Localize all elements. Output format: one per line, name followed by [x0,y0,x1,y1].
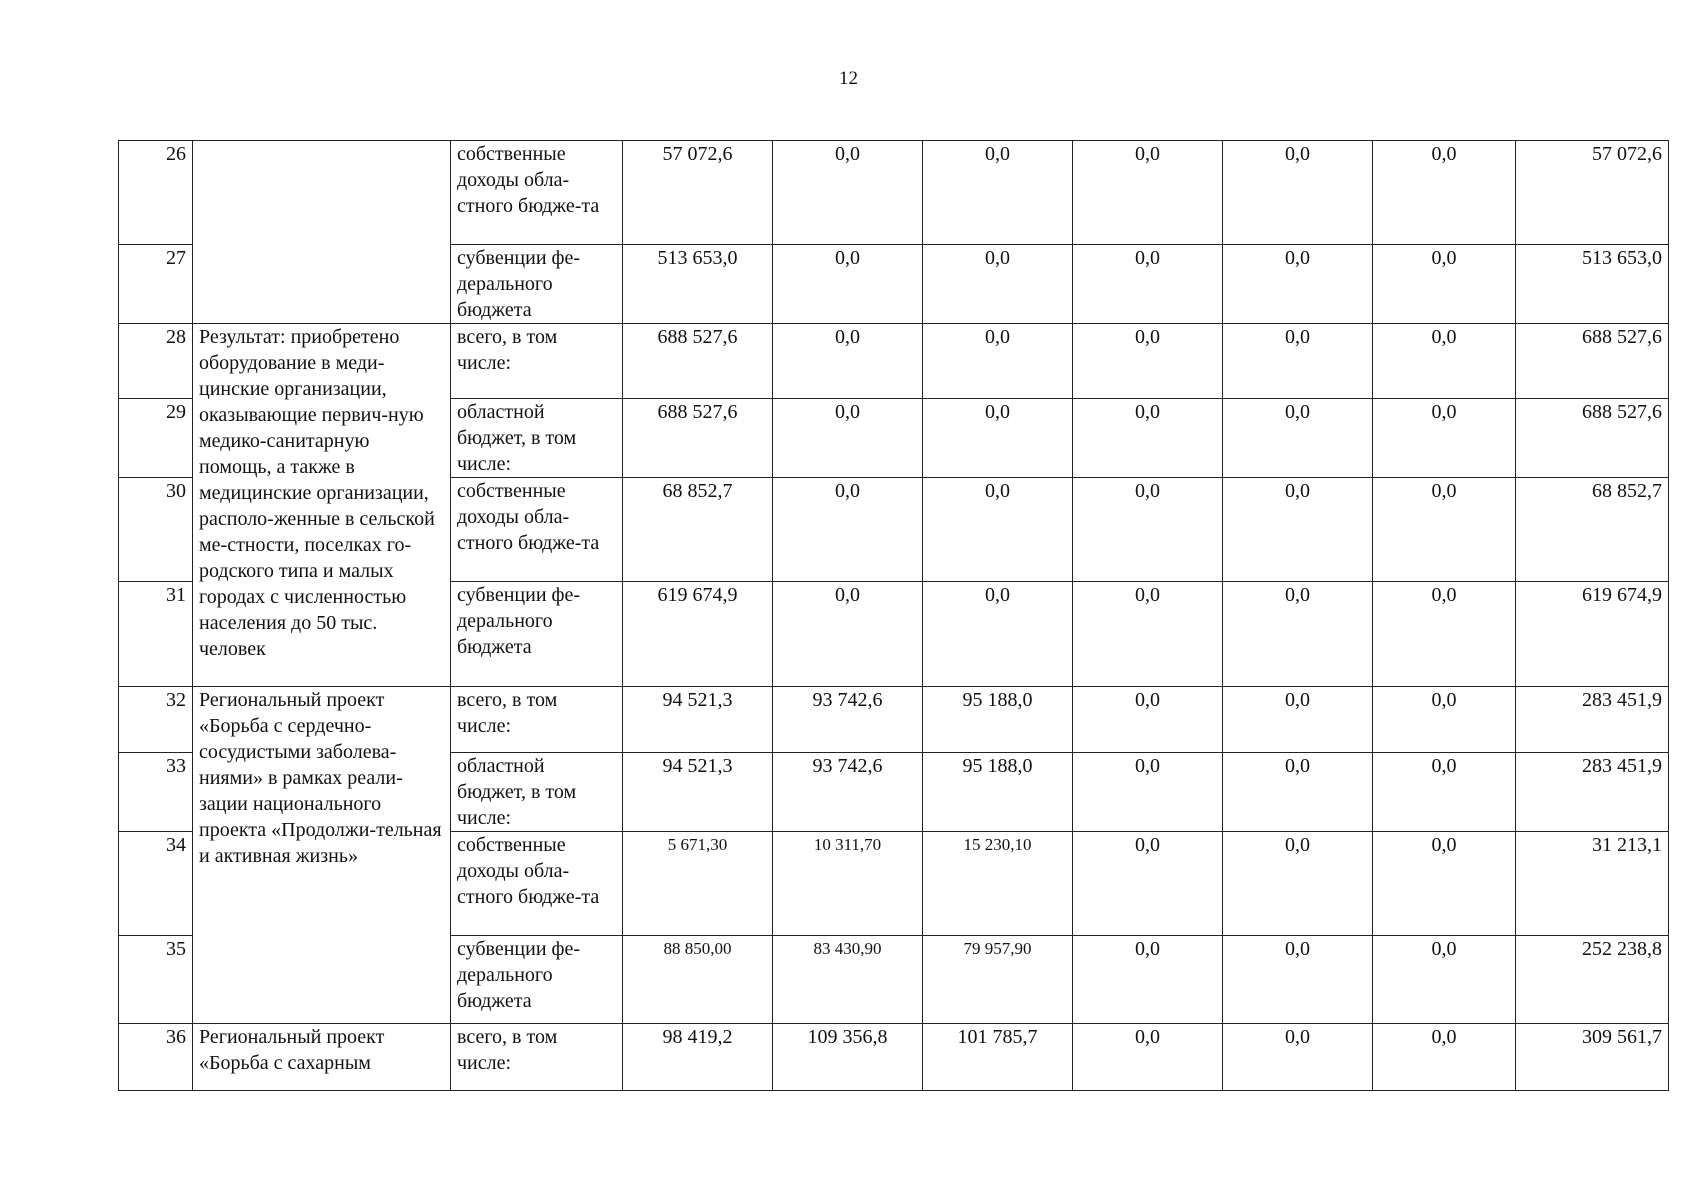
value-cell: 0,0 [1223,478,1373,582]
value-cell: 95 188,0 [923,687,1073,753]
value-cell: 0,0 [1223,1024,1373,1091]
table-row [119,324,1669,399]
row-number: 26 [119,141,193,245]
value-cell: 0,0 [773,478,923,582]
total-cell: 513 653,0 [1516,245,1669,324]
group-name: Региональный проект «Борьба с сахарным [193,1024,451,1091]
total-cell: 688 527,6 [1516,399,1669,478]
row-number: 27 [119,245,193,324]
table-row [119,141,1669,245]
value-cell: 57 072,6 [623,141,773,245]
value-cell: 619 674,9 [623,582,773,687]
value-cell: 0,0 [773,245,923,324]
value-cell: 83 430,90 [773,936,923,1024]
value-cell: 0,0 [1073,936,1223,1024]
row-number: 36 [119,1024,193,1091]
funding-source: собственные доходы обла-стного бюдже-та [451,478,623,582]
value-cell: 0,0 [1223,245,1373,324]
total-cell: 309 561,7 [1516,1024,1669,1091]
value-cell: 98 419,2 [623,1024,773,1091]
value-cell: 0,0 [923,399,1073,478]
value-cell: 0,0 [1073,245,1223,324]
total-cell: 68 852,7 [1516,478,1669,582]
value-cell: 0,0 [1223,832,1373,936]
value-cell: 15 230,10 [923,832,1073,936]
value-cell: 0,0 [1373,582,1516,687]
value-cell: 101 785,7 [923,1024,1073,1091]
value-cell: 0,0 [1373,936,1516,1024]
value-cell: 688 527,6 [623,399,773,478]
value-cell: 0,0 [1223,582,1373,687]
row-number: 33 [119,753,193,832]
value-cell: 88 850,00 [623,936,773,1024]
value-cell: 0,0 [1073,753,1223,832]
value-cell: 0,0 [773,582,923,687]
value-cell: 0,0 [1223,324,1373,399]
funding-source: всего, в том числе: [451,687,623,753]
value-cell: 0,0 [1373,687,1516,753]
value-cell: 95 188,0 [923,753,1073,832]
funding-source: всего, в том числе: [451,1024,623,1091]
value-cell: 79 957,90 [923,936,1073,1024]
value-cell: 93 742,6 [773,753,923,832]
funding-source: собственные доходы обла-стного бюдже-та [451,832,623,936]
value-cell: 0,0 [1373,141,1516,245]
value-cell: 0,0 [1373,245,1516,324]
value-cell: 0,0 [923,582,1073,687]
funding-source: областной бюджет, в том числе: [451,399,623,478]
group-name [193,141,451,324]
value-cell: 0,0 [1373,324,1516,399]
value-cell: 0,0 [1223,687,1373,753]
value-cell: 0,0 [1373,399,1516,478]
value-cell: 94 521,3 [623,753,773,832]
value-cell: 0,0 [1373,1024,1516,1091]
budget-table [118,140,1669,1091]
value-cell: 0,0 [773,324,923,399]
value-cell: 93 742,6 [773,687,923,753]
total-cell: 31 213,1 [1516,832,1669,936]
funding-source: собственные доходы обла-стного бюдже-та [451,141,623,245]
row-number: 30 [119,478,193,582]
group-name: Результат: приобретено оборудование в меди-цинские организации, оказывающие первич-ную медико-санитарную помощь, а также в медицинские организации, располо-женные в сельской ме-стности, поселках го-родского типа и малых городах с численностью населения до 50 тыс. человек [193,324,451,687]
funding-source: всего, в том числе: [451,324,623,399]
value-cell: 0,0 [773,141,923,245]
funding-source: субвенции фе-дерального бюджета [451,936,623,1024]
value-cell: 0,0 [773,399,923,478]
row-number: 32 [119,687,193,753]
value-cell: 0,0 [1223,399,1373,478]
value-cell: 0,0 [1373,478,1516,582]
value-cell: 0,0 [1223,753,1373,832]
group-name: Региональный проект «Борьба с сердечно-сосудистыми заболева-ниями» в рамках реали-зации национального проекта «Продолжи-тельная и активная жизнь» [193,687,451,1024]
value-cell: 0,0 [1073,478,1223,582]
total-cell: 57 072,6 [1516,141,1669,245]
value-cell: 68 852,7 [623,478,773,582]
total-cell: 283 451,9 [1516,753,1669,832]
value-cell: 94 521,3 [623,687,773,753]
row-number: 29 [119,399,193,478]
value-cell: 0,0 [1073,1024,1223,1091]
value-cell: 0,0 [1073,582,1223,687]
value-cell: 0,0 [1073,687,1223,753]
value-cell: 0,0 [1073,324,1223,399]
table-row [119,1024,1669,1091]
value-cell: 5 671,30 [623,832,773,936]
value-cell: 109 356,8 [773,1024,923,1091]
funding-source: областной бюджет, в том числе: [451,753,623,832]
funding-source: субвенции фе-дерального бюджета [451,245,623,324]
value-cell: 0,0 [1073,832,1223,936]
value-cell: 10 311,70 [773,832,923,936]
row-number: 35 [119,936,193,1024]
total-cell: 688 527,6 [1516,324,1669,399]
page-number: 12 [839,68,858,89]
value-cell: 513 653,0 [623,245,773,324]
value-cell: 0,0 [1223,141,1373,245]
total-cell: 619 674,9 [1516,582,1669,687]
value-cell: 0,0 [923,478,1073,582]
value-cell: 0,0 [1073,141,1223,245]
total-cell: 252 238,8 [1516,936,1669,1024]
row-number: 31 [119,582,193,687]
total-cell: 283 451,9 [1516,687,1669,753]
value-cell: 0,0 [1373,832,1516,936]
value-cell: 688 527,6 [623,324,773,399]
table-row [119,687,1669,753]
value-cell: 0,0 [923,245,1073,324]
value-cell: 0,0 [1223,936,1373,1024]
value-cell: 0,0 [1373,753,1516,832]
row-number: 28 [119,324,193,399]
value-cell: 0,0 [923,324,1073,399]
value-cell: 0,0 [923,141,1073,245]
row-number: 34 [119,832,193,936]
funding-source: субвенции фе-дерального бюджета [451,582,623,687]
value-cell: 0,0 [1073,399,1223,478]
